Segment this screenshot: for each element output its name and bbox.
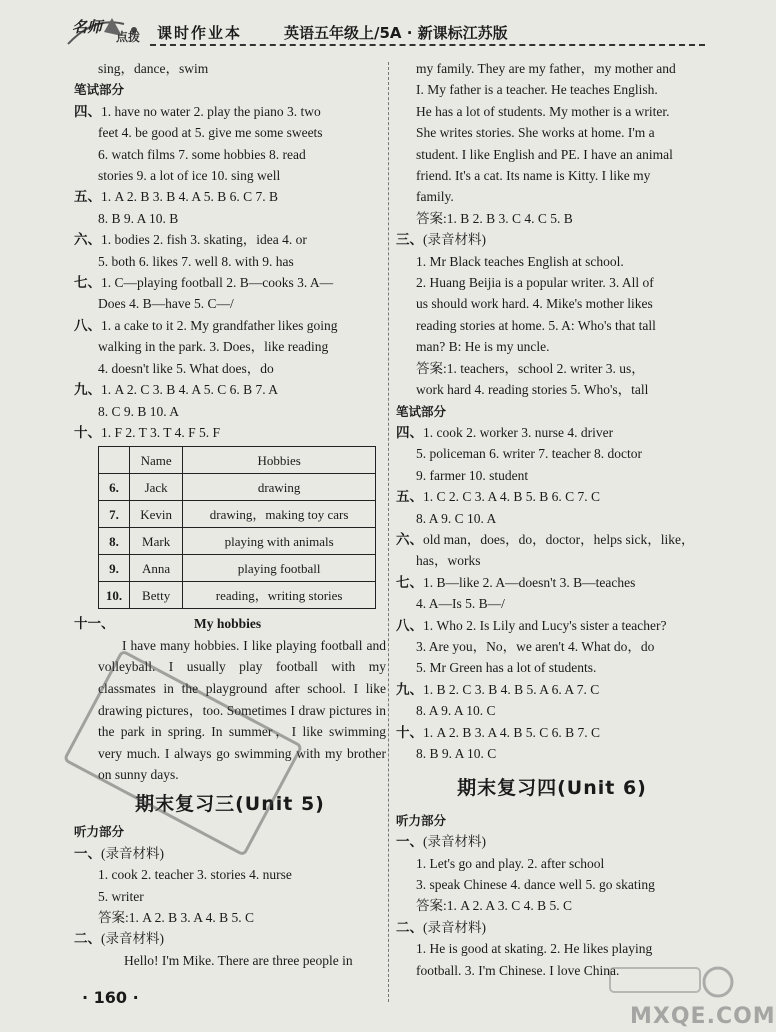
essay-text: I have many hobbies. I like playing football and volleyball. I usually play football with my classmates in the playground after school. I like drawing pictures，too. Sometimes I draw pictures in the park in spring. In summer，I like swimming very much. I always go swimming with my brother on sunny days. <box>98 637 386 783</box>
hobby-cell: reading，writing stories <box>183 582 376 609</box>
question-number: 五、 <box>396 489 423 505</box>
name-cell: Jack <box>130 474 183 501</box>
table-row <box>99 555 376 582</box>
logo-text: 名师 <box>72 18 103 36</box>
unit-title: 期末复习四(Unit 6) <box>457 777 647 800</box>
column-divider <box>388 62 389 1002</box>
answer-line: sing，dance，swim <box>98 61 209 76</box>
answer-line: 8. C 9. B 10. A <box>98 403 180 419</box>
answer-key: 答案:1. teachers，school 2. writer 3. us， <box>416 360 645 376</box>
row-number: 7. <box>99 501 130 528</box>
table-header-name: Name <box>130 447 183 474</box>
row-number: 6. <box>99 474 130 501</box>
answer-line: 4. doesn't like 5. What does，do <box>98 360 274 376</box>
answer-line: family. <box>416 189 454 205</box>
section-heading: 听力部分 <box>74 824 125 840</box>
answer-line: walking in the park. 3. Does，like reading <box>98 339 329 355</box>
answer-line: football. 3. I'm Chinese. I love China. <box>416 962 620 978</box>
table-row <box>99 474 376 501</box>
table-cell <box>99 447 130 474</box>
question-number: 九、 <box>74 382 101 398</box>
material-note: (录音材料) <box>423 834 486 850</box>
row-number: 9. <box>99 555 130 582</box>
question-number: 四、 <box>396 424 423 440</box>
hobby-cell: playing with animals <box>183 528 376 555</box>
answer-line: I. My father is a teacher. He teaches English. <box>416 82 658 98</box>
answer-line: 1. A 2. C 3. B 4. A 5. C 6. B 7. A <box>101 382 279 398</box>
page-header <box>0 0 750 54</box>
answer-line: 1. cook 2. teacher 3. stories 4. nurse <box>98 867 292 883</box>
hobbies-table <box>98 446 376 609</box>
answer-line: 3. speak Chinese 4. dance well 5. go skating <box>416 877 655 893</box>
hobby-cell: drawing，making toy cars <box>183 501 376 528</box>
row-number: 10. <box>99 582 130 609</box>
answer-line: 5. policeman 6. writer 7. teacher 8. doctor <box>416 446 643 462</box>
name-cell: Mark <box>130 528 183 555</box>
table-header-hobbies: Hobbies <box>183 447 376 474</box>
question-number: 十、 <box>74 424 101 440</box>
answer-line: Hello! I'm Mike. There are three people in <box>124 952 353 968</box>
table-row <box>99 501 376 528</box>
question-number: 八、 <box>396 617 423 633</box>
answer-line: 8. A 9. C 10. A <box>416 510 497 526</box>
answer-line: 9. farmer 10. student <box>416 467 529 483</box>
answer-line: friend. It's a cat. Its name is Kitty. I like my <box>416 168 651 184</box>
series-title: 课时作业本 <box>157 24 243 42</box>
answer-key: work hard 4. reading stories 5. Who's，tall <box>416 382 649 398</box>
question-number: 一、 <box>74 845 101 861</box>
answer-line: 1. C—playing football 2. B—cooks 3. A— <box>101 275 334 291</box>
hobby-cell: drawing <box>183 474 376 501</box>
row-number: 8. <box>99 528 130 555</box>
question-number: 三、 <box>396 232 423 248</box>
material-note: (录音材料) <box>101 845 164 861</box>
question-number: 五、 <box>74 189 101 205</box>
answer-line: 1. A 2. B 3. B 4. A 5. B 6. C 7. B <box>101 189 279 205</box>
answer-line: has，works <box>416 553 481 569</box>
question-number: 四、 <box>74 103 101 119</box>
answer-line: man? B: He is my uncle. <box>416 339 550 355</box>
section-heading: 笔试部分 <box>396 403 447 419</box>
question-number: 十、 <box>396 724 423 740</box>
answer-line: 5. both 6. likes 7. well 8. with 9. has <box>98 253 294 269</box>
answer-line: 6. watch films 7. some hobbies 8. read <box>98 146 306 162</box>
answer-line: 4. A—Is 5. B—/ <box>416 596 505 612</box>
logo-subtext: 点拨 <box>116 30 141 44</box>
unit-title: 期末复习三(Unit 5) <box>135 792 325 815</box>
answer-line: 1. He is good at skating. 2. He likes playing <box>416 941 653 957</box>
question-number: 二、 <box>396 919 423 935</box>
answer-line: stories 9. a lot of ice 10. sing well <box>98 168 281 184</box>
table-header-row <box>99 447 376 474</box>
material-note: (录音材料) <box>101 931 164 947</box>
question-number: 七、 <box>74 275 101 291</box>
answer-line: 1. have no water 2. play the piano 3. two <box>101 103 321 119</box>
answer-line: 5. writer <box>98 888 144 904</box>
answer-line: old man，does，do，doctor，helps sick，like， <box>423 531 695 547</box>
answer-key: 答案:1. A 2. A 3. C 4. B 5. C <box>416 898 573 914</box>
answer-line: Does 4. B—have 5. C—/ <box>98 296 234 312</box>
answer-line: 1. F 2. T 3. T 4. F 5. F <box>101 424 221 440</box>
answer-line: my family. They are my father，my mother and <box>416 61 676 76</box>
essay-title: My hobbies <box>194 616 262 632</box>
question-number: 六、 <box>396 531 423 547</box>
answer-key: 答案:1. A 2. B 3. A 4. B 5. C <box>98 909 255 925</box>
answer-line: 1. B—like 2. A—doesn't 3. B—teaches <box>423 574 636 590</box>
table-row <box>99 528 376 555</box>
answer-line: 8. A 9. A 10. C <box>416 703 496 719</box>
page-number: · 160 · <box>82 988 139 1007</box>
header-divider <box>150 44 705 46</box>
answer-line: 1. Mr Black teaches English at school. <box>416 253 624 269</box>
hobby-cell: playing football <box>183 555 376 582</box>
answer-line: us should work hard. 4. Mike's mother likes <box>416 296 653 312</box>
answer-line: 1. cook 2. worker 3. nurse 4. driver <box>423 424 614 440</box>
answer-line: student. I like English and PE. I have an animal <box>416 146 673 162</box>
answer-line: She writes stories. She works at home. I'm a <box>416 125 655 141</box>
answer-key: 答案:1. B 2. B 3. C 4. C 5. B <box>416 210 573 226</box>
answer-line: 1. Who 2. Is Lily and Lucy's sister a teacher? <box>423 617 667 633</box>
answer-line: 8. B 9. A 10. C <box>416 746 497 761</box>
answer-line: 1. A 2. B 3. A 4. B 5. C 6. B 7. C <box>423 724 601 740</box>
material-note: (录音材料) <box>423 232 486 248</box>
answer-line: 1. Let's go and play. 2. after school <box>416 855 605 871</box>
answer-line: 1. B 2. C 3. B 4. B 5. A 6. A 7. C <box>423 681 600 697</box>
watermark-text: MXQE.COM <box>630 1004 776 1029</box>
book-title: 英语五年级上/5A · 新课标江苏版 <box>284 24 508 42</box>
question-number: 八、 <box>74 317 101 333</box>
section-heading: 笔试部分 <box>74 82 125 98</box>
answer-line: 5. Mr Green has a lot of students. <box>416 660 597 676</box>
answer-line: He has a lot of students. My mother is a writer. <box>416 103 670 119</box>
question-number: 七、 <box>396 574 423 590</box>
answer-line: 2. Huang Beijia is a popular writer. 3. All of <box>416 275 654 291</box>
answer-line: feet 4. be good at 5. give me some sweets <box>98 125 323 141</box>
answer-line: 1. bodies 2. fish 3. skating，idea 4. or <box>101 232 307 248</box>
table-row <box>99 582 376 609</box>
question-number: 十一、 <box>74 616 115 632</box>
answer-line: 1. a cake to it 2. My grandfather likes going <box>101 317 338 333</box>
question-number: 一、 <box>396 834 423 850</box>
answer-line: 1. C 2. C 3. A 4. B 5. B 6. C 7. C <box>423 489 601 505</box>
answer-line: 3. Are you，No，we aren't 4. What do，do <box>416 638 655 654</box>
section-heading: 听力部分 <box>396 812 447 828</box>
answer-line: reading stories at home. 5. A: Who's that tall <box>416 317 656 333</box>
name-cell: Betty <box>130 582 183 609</box>
question-number: 六、 <box>74 232 101 248</box>
material-note: (录音材料) <box>423 919 486 935</box>
name-cell: Anna <box>130 555 183 582</box>
question-number: 二、 <box>74 931 101 947</box>
right-column <box>396 58 708 981</box>
question-number: 九、 <box>396 681 423 697</box>
name-cell: Kevin <box>130 501 183 528</box>
answer-line: 8. B 9. A 10. B <box>98 210 179 226</box>
